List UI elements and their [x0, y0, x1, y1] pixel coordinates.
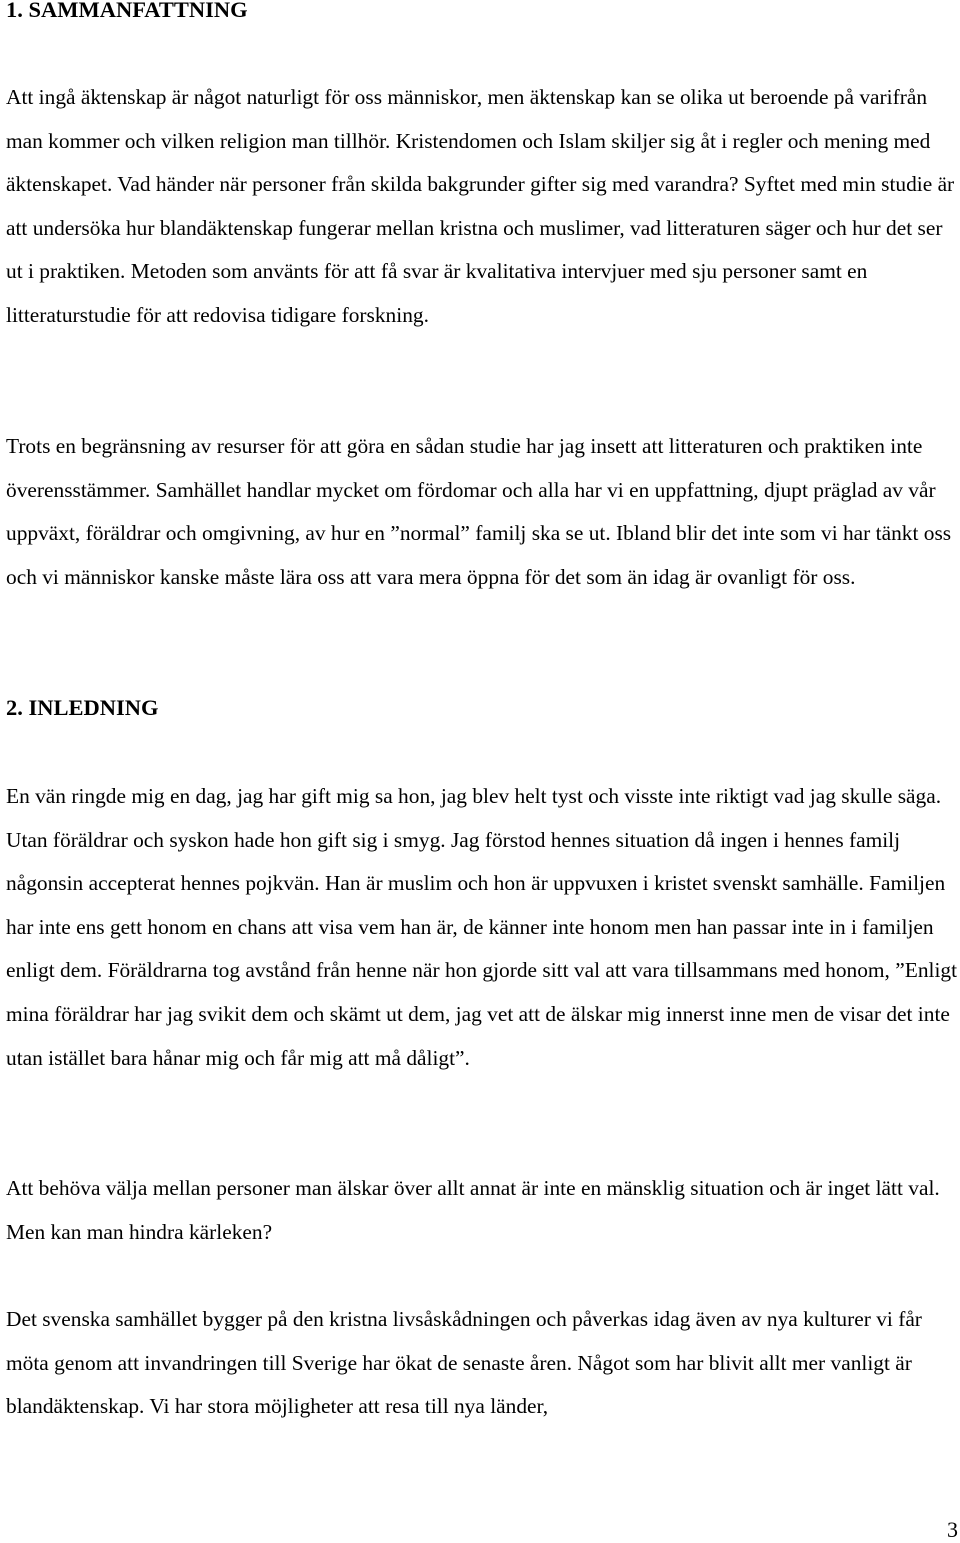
section-heading-sammanfattning: 1. SAMMANFATTNING: [6, 0, 248, 22]
page-number: 3: [947, 1517, 958, 1542]
paragraph: Att behöva välja mellan personer man älskar över allt annat är inte en mänsklig situation och är inget lätt val. Men kan man hindra kärleken?: [6, 1176, 940, 1244]
paragraph: Det svenska samhället bygger på den kristna livsåskådningen och påverkas idag även av nya kulturer vi får möta genom att invandringen till Sverige har ökat de senaste åren. Något som har blivit allt mer vanligt är blandäktenskap. Vi har stora möjligheter att resa till nya länder,: [6, 1307, 922, 1419]
section-heading-inledning: 2. INLEDNING: [6, 695, 159, 720]
paragraph: Att ingå äktenskap är något naturligt för oss människor, men äktenskap kan se olika ut beroende på varifrån man kommer och vilken religion man tillhör. Kristendomen och Islam skiljer sig åt i regler och mening med äktenskapet. Vad händer när personer från skilda bakgrunder gifter sig med varandra? Syftet med min studie är att undersöka hur blandäktenskap fungerar mellan kristna och muslimer, vad litteraturen säger och hur det ser ut i praktiken. Metoden som använts för att få svar är kvalitativa intervjuer med sju personer samt en litteraturstudie för att redovisa tidigare forskning.: [6, 85, 955, 327]
paragraph: En vän ringde mig en dag, jag har gift mig sa hon, jag blev helt tyst och visste inte riktigt vad jag skulle säga. Utan föräldrar och syskon hade hon gift sig i smyg. Jag förstod hennes situation då ingen i hennes familj någonsin accepterat hennes pojkvän. Han är muslim och hon är uppvuxen i kristet svenskt samhälle. Familjen har inte ens gett honom en chans att visa vem han är, de känner inte honom men han passar inte in i familjen enligt dem. Föräldrarna tog avstånd från henne när hon gjorde sitt val att vara tillsammans med honom, ”Enligt mina föräldrar har jag svikit dem och skämt ut dem, jag vet att de älskar mig innerst inne men de visar det inte utan istället bara hånar mig och får mig att må dåligt”.: [6, 784, 958, 1070]
paragraph: Trots en begränsning av resurser för att göra en sådan studie har jag insett att litteraturen och praktiken inte överensstämmer. Samhället handlar mycket om fördomar och alla har vi en uppfattning, djupt präglad av vår uppväxt, föräldrar och omgivning, av hur en ”normal” familj ska se ut. Ibland blir det inte som vi har tänkt oss och vi människor kanske måste lära oss att vara mera öppna för det som än idag är ovanligt för oss.: [6, 434, 952, 589]
